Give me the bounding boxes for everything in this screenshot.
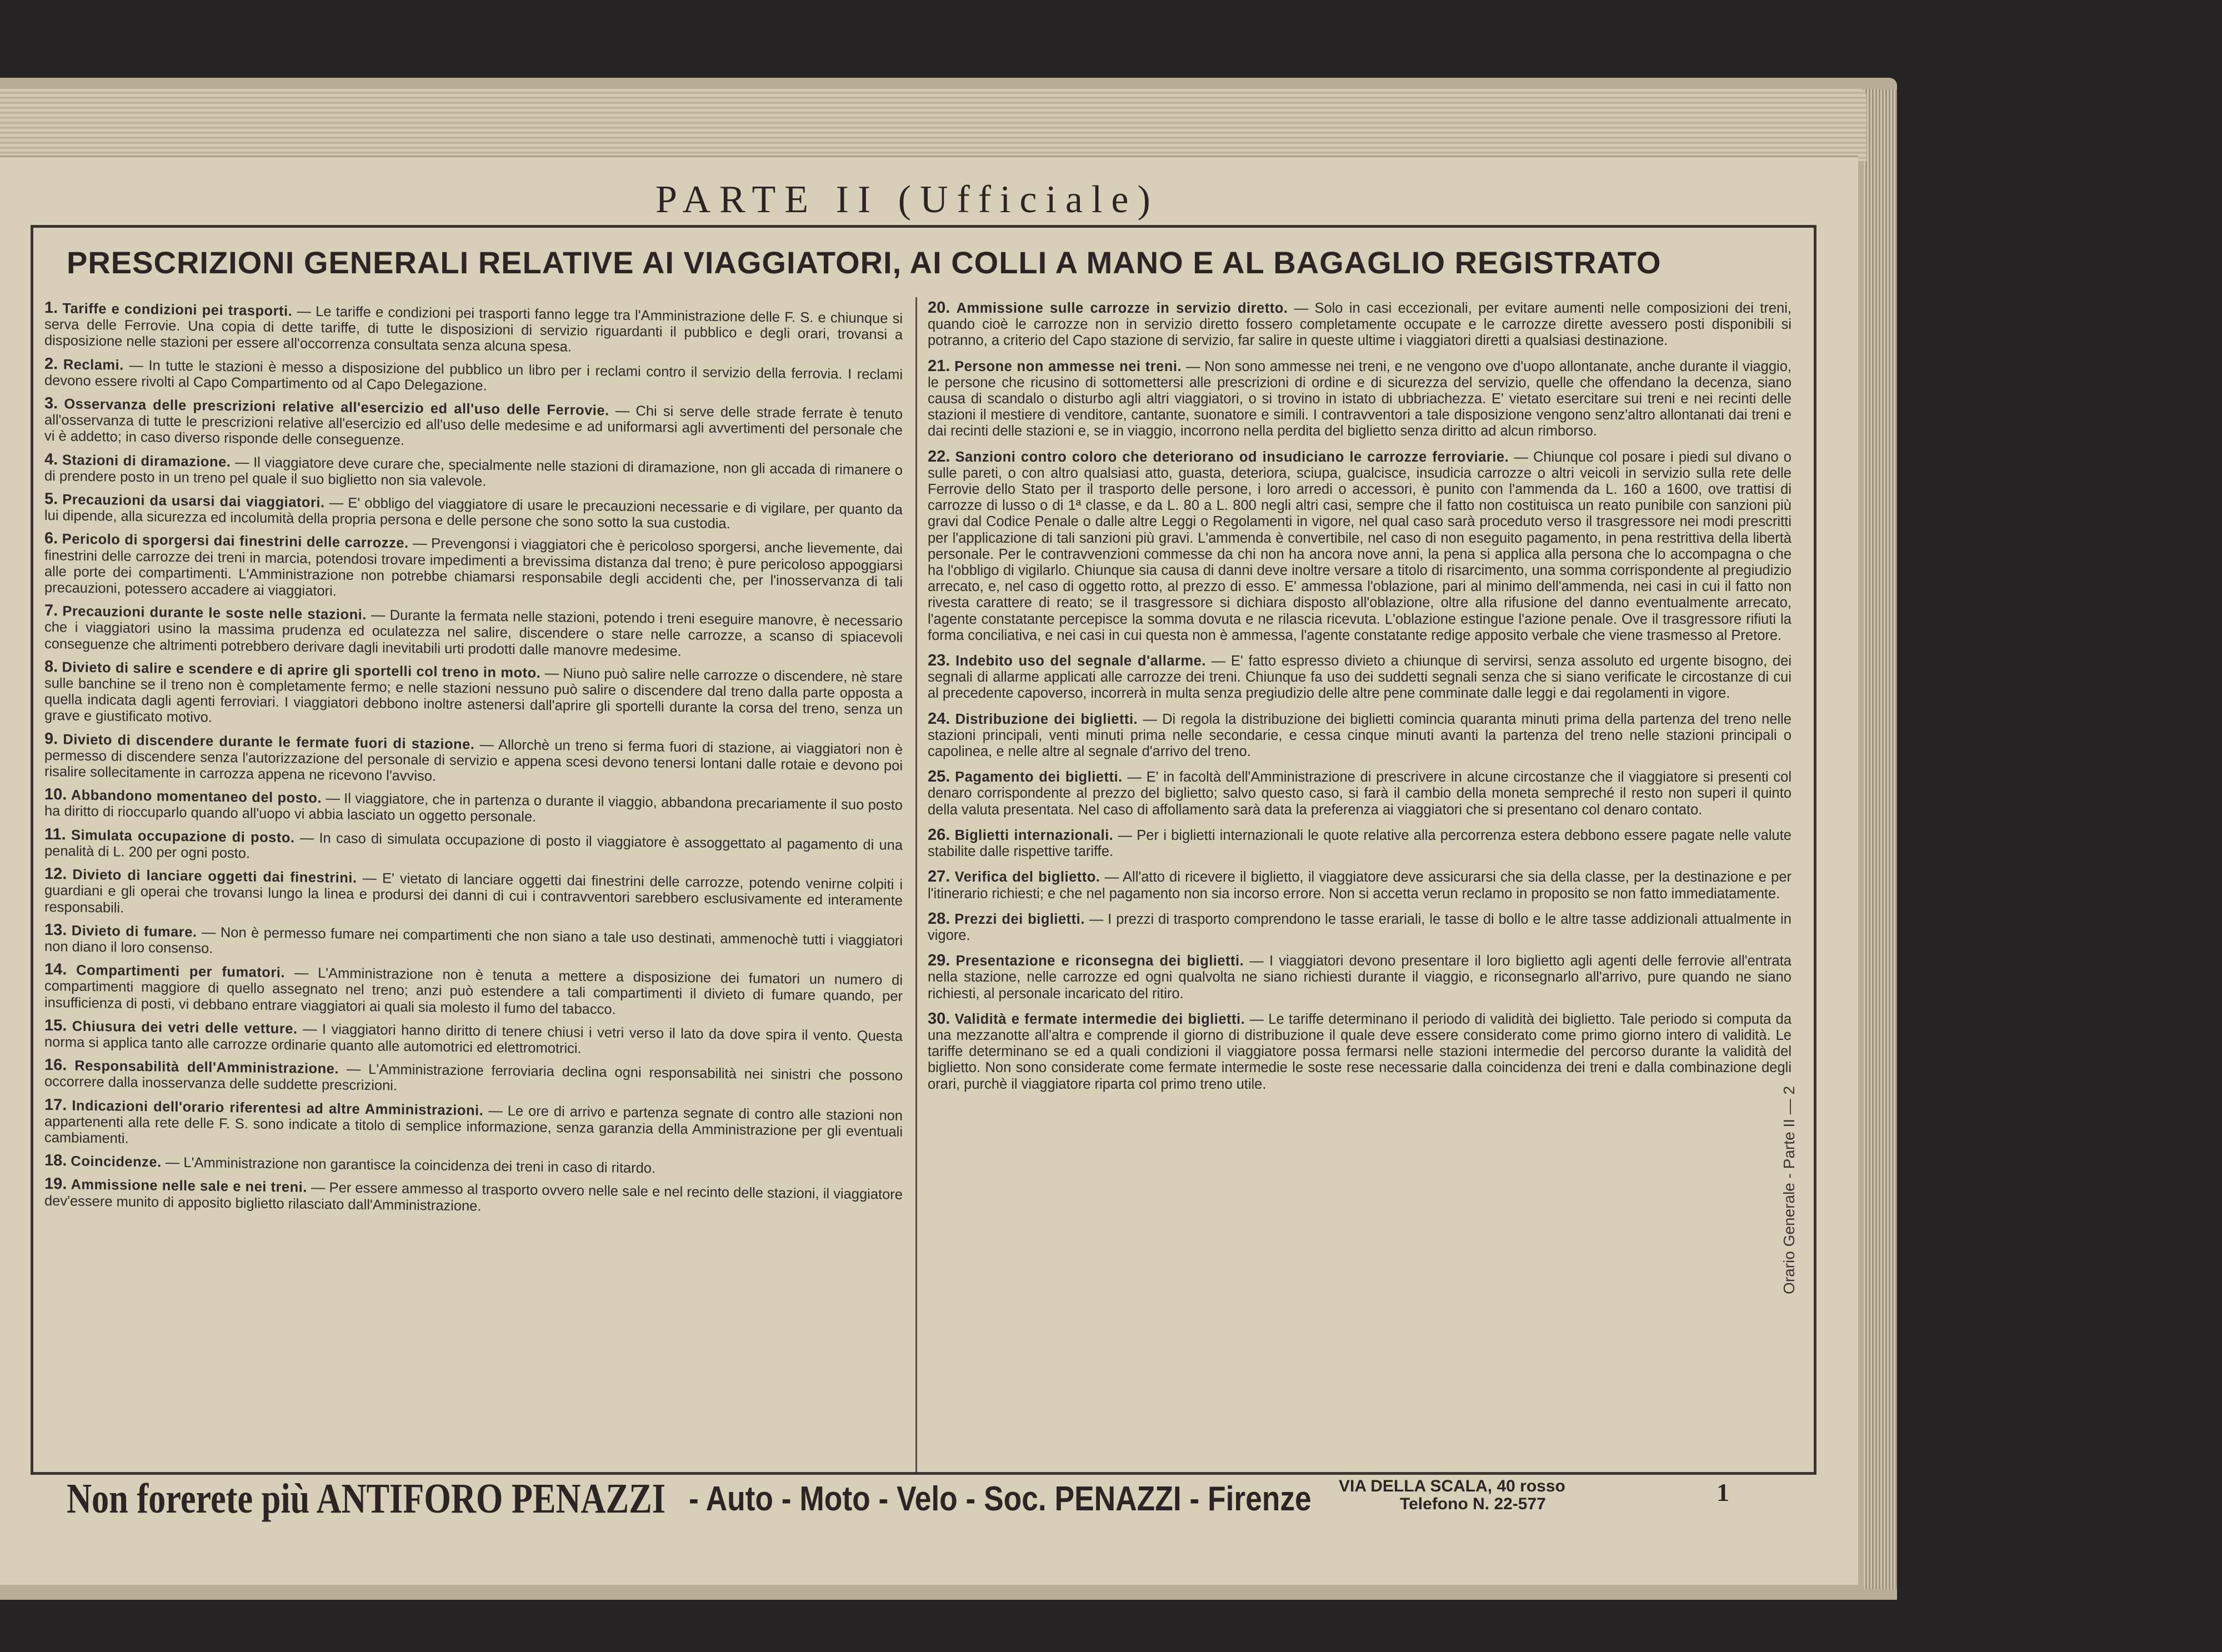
- column-divider: [915, 297, 917, 1472]
- article: [44, 1153, 903, 1180]
- article-heading: Distribuzione dei biglietti.: [955, 711, 1138, 727]
- article-number: 17.: [44, 1095, 67, 1114]
- article-number: 25.: [928, 768, 950, 786]
- article-heading: Precauzioni da usarsi dai viaggiatori.: [62, 492, 325, 511]
- article-text: — E' obbligo del viaggiatore di usare le precauzioni necessarie e di vigilare, per quanto da lui dipende, alla sicurezza ed incolumità della propria persona e delle persone che sono sotto la sua custodia.: [44, 495, 903, 532]
- article-number: 8.: [44, 657, 58, 676]
- article-text: — Le tariffe determinano il periodo di validità dei biglietto. Tale periodo si computa da una mezzanotte all'altra e comprende il giorno di distribuzione il quale deve essere considerato come primo giorno intero di validità. Le tariffe determinano se ed a quali condizioni il viaggiatore possa fermarsi nelle stazioni intermedie del percorso durante la validità del biglietto. Non sono considerate come fermate intermedie le soste rese necessarie dalla coincidenza dei treni e dalla combinazione degli orari, purchè il viaggiatore riparta col primo treno utile.: [928, 1011, 1792, 1092]
- article-heading: Chiusura dei vetri delle vetture.: [72, 1018, 298, 1037]
- article-number: 7.: [44, 602, 58, 620]
- right-column: [928, 300, 1791, 1102]
- article-number: 27.: [928, 868, 950, 886]
- article-number: 9.: [44, 729, 58, 748]
- article: [928, 449, 1791, 644]
- article-number: 5.: [44, 490, 58, 508]
- article-number: 21.: [928, 357, 950, 375]
- article-text: — L'Amministrazione non garantisce la coincidenza dei treni in caso di ritardo.: [165, 1154, 656, 1177]
- article-heading: Biglietti internazionali.: [954, 827, 1114, 843]
- article: [44, 396, 903, 455]
- ad-phone: Telefono N. 22-577: [1400, 1495, 1546, 1513]
- article-text: — Di regola la distribuzione dei biglietti comincia quaranta minuti prima della partenza del treno nelle stazioni principali, venti minuti prima nelle secondarie, e cessa cinque minuti avanti la partenza del treno nelle stazioni principali o capolinea, e nelle altre al segnale d'arrivo del treno.: [928, 711, 1791, 760]
- article: [44, 1057, 903, 1100]
- article-heading: Responsabilità dell'Amministrazione.: [74, 1058, 339, 1077]
- article: [928, 769, 1791, 818]
- article-heading: Osservanza delle prescrizioni relative all'esercizio ed all'uso delle Ferrovie.: [64, 396, 609, 419]
- article-heading: Ammissione nelle sale e nei treni.: [71, 1177, 307, 1196]
- article: [44, 530, 903, 607]
- article-text: — Chiunque col posare i piedi sul divano o sulle pareti, o con altro qualsiasi atto, guasta, deteriora, sciupa, gualcisce, insudicia carrozze o altri veicoli in servizio sulla rete delle Ferrovie dello Stato per il trasporto delle persone, i loro arredi o accessori, è punito con l'ammenda da L. 160 a 1600, ove trattisi di carrozze di lusso o di 1ª classe, e da L. 80 a L. 800 negli altri casi, sempre che il fatto non costituisca un reato punibile con sanzioni più gravi dal Codice Penale o dalle altre Leggi o Regolamenti in vigore, nel qual caso sarà proceduto verso il trasgressore nei modi prescritti per l'applicazione di tali sanzioni più gravi. L'ammenda è convertibile, nel caso di non eseguito pagamento, in pena restrittiva della libertà personale. Per le contravvenzioni commesse da chi non ha ancora nove anni, la pena si applica alla persona che lo accompagna o che ha l'obbligo di vigilarlo. Chiunque sia causa di danni deve inoltre versare a titolo di risarcimento, una somma corrispondente al pregiudizio arrecato, e, nel caso di oggetto rotto, al prezzo di esso. E' ammessa l'oblazione, pari al minimo dell'ammenda, nei casi in cui il fatto non rivesta carattere di reato; se il trasgressore si dichiara disposto all'oblazione, oltre alla rifusione del danno eventualmente arrecato, l'agente constatante percepisce la somma dovuta e ne rilascia ricevuta. L'oblazione estingue l'azione penale. Ove il trasgressore rifiuti la forma conciliativa, e nei casi in cui questa non è ammessa, l'agente constatante redige apposito verbale che viene trasmesso al Pretore.: [928, 449, 1791, 643]
- article-heading: Divieto di lanciare oggetti dai finestrini.: [72, 867, 357, 886]
- article-text: — Prevengonsi i viaggiatori che è pericoloso sporgersi, anche lievemente, dai finestrini delle carrozze dei treni in marcia, potendosi trovare impedimenti a brevissima distanza dal treno; è pure pericoloso appoggiarsi alle porte dei compartimenti. L'Amministrazione non potrebbe chiamarsi responsabile degli accidenti che, per l'inosservanza di tali precauzioni, potessero accadere ai viaggiatori.: [44, 535, 903, 599]
- article-text: — Niuno può salire nelle carrozze o discendere, nè stare sulle banchine se il treno non è completamente fermo; e nelle stazioni nessuno può salire o discendere dal treno dalla parte opposta a quella indicata dagli agenti ferroviari. I viaggiatori debbono inoltre astenersi dall'aprire gli sportelli durante la corsa del treno, senza un grave e giustificato motivo.: [44, 665, 903, 726]
- article-number: 1.: [44, 299, 58, 317]
- article: [44, 866, 903, 925]
- article-number: 28.: [928, 909, 950, 928]
- page-title: PRESCRIZIONI GENERALI RELATIVE AI VIAGGIATORI, AI COLLI A MANO E AL BAGAGLIO REGISTRATO: [67, 245, 1662, 280]
- article: [44, 452, 903, 495]
- article-heading: Tariffe e condizioni pei trasporti.: [62, 301, 293, 319]
- article: [44, 787, 903, 830]
- article-text: — L'Amministrazione non è tenuta a mettere a disposizione dei fumatori un numero di compartimenti maggiore di quello assegnato nel treno; anzi può estendere a tali compartimenti il divieto di fumare quando, per insufficienza di posti, vi debbano entrare viaggiatori ai quali sia molesto il fumo del tabacco.: [44, 965, 903, 1018]
- ad-brand: Non forerete più ANTIFORO PENAZZI: [67, 1475, 665, 1522]
- article-text: — Chi si serve delle strade ferrate è tenuto all'osservanza di tutte le prescrizioni relative all'esercizio ed all'uso delle medesime e ad uniformarsi agli avvertimenti del personale che vi è addetto; in caso diverso risponde delle conseguenze.: [44, 403, 903, 449]
- article-heading: Coincidenze.: [71, 1153, 162, 1170]
- article-number: 12.: [44, 865, 67, 883]
- article: [928, 653, 1791, 702]
- stacked-sheets: [0, 89, 1866, 161]
- article: [44, 962, 903, 1021]
- article-number: 6.: [44, 529, 58, 548]
- article-heading: Ammissione sulle carrozze in servizio diretto.: [956, 301, 1288, 316]
- article-heading: Divieto di fumare.: [71, 923, 197, 940]
- article-heading: Pericolo di sporgersi dai finestrini delle carrozze.: [62, 531, 409, 552]
- article-text: — All'atto di ricevere il biglietto, il viaggiatore deve assicurarsi che sia della classe, per la destinazione e per l'itinerario richiesti; e che nel pagamento non sia incorso errore. Non si accetta verun reclamo in proposito se non fatto immediatamente.: [928, 869, 1791, 902]
- article-heading: Indebito uso del segnale d'allarme.: [955, 653, 1206, 669]
- article: [928, 953, 1791, 1002]
- article-number: 23.: [928, 652, 950, 670]
- article: [44, 356, 903, 399]
- article-text: — Il viaggiatore, che in partenza o durante il viaggio, abbandona precariamente il suo posto ha diritto di rioccuparlo quando all'uopo vi abbia lasciato un oggetto personale.: [44, 790, 903, 825]
- article-heading: Presentazione e riconsegna dei biglietti.: [955, 953, 1244, 969]
- article: [928, 711, 1791, 760]
- article-number: 30.: [928, 1009, 950, 1028]
- article-number: 10.: [44, 785, 67, 804]
- article: [44, 1097, 903, 1157]
- article-number: 20.: [928, 299, 950, 317]
- article-text: — Allorchè un treno si ferma fuori di stazione, ai viaggiatori non è permesso di discendere senza l'autorizzazione del personale di servizio e appena scesi devono tenersi lontani dalle rotaie e devono poi risalire sollecitamente in carrozza appena ne ricevono l'avviso.: [44, 737, 903, 784]
- article-heading: Stazioni di diramazione.: [62, 452, 231, 470]
- article-heading: Precauzioni durante le soste nelle stazioni.: [62, 603, 367, 623]
- article-text: — Solo in casi eccezionali, per evitare aumenti nelle composizioni dei treni, quando cioè le carrozze non in servizio diretto fossero completamente occupate e le carrozze dirette avessero posti disponibili si potranno, a criterio del Capo stazione di servizio, far salire in queste ultime i viaggiatori diretti a qualsiasi destinazione.: [928, 301, 1791, 349]
- article-number: 2.: [44, 354, 58, 373]
- article-heading: Compartimenti per fumatori.: [76, 962, 285, 981]
- article-number: 4.: [44, 450, 58, 468]
- article-heading: Reclami.: [63, 357, 124, 373]
- section-heading: PARTE II (Ufficiale): [655, 178, 1159, 221]
- article: [928, 827, 1791, 860]
- article-text: — E' in facoltà dell'Amministrazione di prescrivere in alcune circostanze che il viaggiatore si presenti col denaro corrispondente al prezzo del biglietto; salvo questo caso, si farà il cambio della moneta sempreché il resto non superi il quinto della valuta presentata. Nel caso di affollamento sarà data la preferenza ai viaggiatori che si presentano col denaro contato.: [928, 769, 1791, 818]
- side-label: Orario Generale - Parte II — 2: [1780, 1085, 1798, 1294]
- article-text: — Le tariffe e condizioni pei trasporti fanno legge tra l'Amministrazione delle F. S. e chiunque si serva delle Ferrovie. Una copia di dette tariffe, di tutte le disposizioni di servizio riguardanti il pubblico e degli orari, trovansi a disposizione nelle stazioni per essere all'occorrenza consultata senza alcuna spesa.: [44, 303, 903, 356]
- article-text: — I viaggiatori hanno diritto di tenere chiusi i vetri verso il lato da dove spira il vento. Questa norma si applica tanto alle carrozze ordinarie quanto alle automotrici ed elettromotrici.: [44, 1021, 903, 1057]
- article: [928, 300, 1791, 349]
- article: [928, 358, 1791, 440]
- article-text: — Le ore di arrivo e partenza segnate di contro alle stazioni non appartenenti alla rete delle F. S. sono indicate a titolo di semplice informazione, senza garanzia della Amministrazione per gli eventuali cambiamenti.: [44, 1103, 903, 1147]
- article-text: — Il viaggiatore deve curare che, specialmente nelle stazioni di diramazione, non gli accada di rimanere o di prendere posto in un treno pel quale il suo biglietto non sia valevole.: [44, 454, 903, 489]
- ad-address-block: [1339, 1478, 1565, 1513]
- article: [44, 659, 903, 735]
- article-heading: Persone non ammesse nei treni.: [954, 358, 1182, 374]
- article-text: — E' fatto espresso divieto a chiunque di servirsi, senza assoluto ed urgente bisogno, dei segnali di allarme applicati alle carrozze dei treni. Chiunque fa uso dei suddetti segnali senza che si siano verificate le circostanze di cui al precedente capoverso, incorrerà in multa senza pregiudizio delle altre pene comminate dalle leggi e dai regolamenti in vigore.: [928, 653, 1791, 702]
- page-edges: [1864, 89, 1897, 1589]
- article: [928, 869, 1791, 902]
- article: [44, 827, 903, 870]
- article-text: — E' vietato di lanciare oggetti dai finestrini delle carrozze, potendo venirne colpiti i guardiani e gli operai che trovansi lungo la linea e prodursi dei danni di cui i contravventori sarebbero esclusivamente ed interamente responsabili.: [44, 870, 903, 916]
- article: [928, 1011, 1791, 1093]
- ad-address: VIA DELLA SCALA, 40 rosso: [1339, 1477, 1565, 1495]
- article-text: — I prezzi di trasporto comprendono le tasse erariali, le tasse di bollo e le altre tasse addizionali attualmente in vigore.: [928, 911, 1791, 943]
- article-text: — Non è permesso fumare nei compartimenti che non siano a tale uso destinati, ammenochè tutti i viaggiatori non diano il loro consenso.: [44, 924, 903, 957]
- article-heading: Indicazioni dell'orario riferentesi ad altre Amministrazioni.: [72, 1098, 484, 1119]
- article-number: 16.: [44, 1056, 67, 1074]
- article: [928, 911, 1791, 944]
- article-text: — L'Amministrazione ferroviaria declina ogni responsabilità nei sinistri che possono occorrere dalla inosservanza delle suddette prescrizioni.: [44, 1061, 903, 1094]
- article-heading: Abbandono momentaneo del posto.: [71, 787, 322, 807]
- article-text: — Durante la fermata nelle stazioni, potendo i treni eseguire manovre, è necessario che i viaggiatori usino la massima prudenza ed oculatezza nel salire, discendere o stare nelle carrozze, a scanso di spiacevoli conseguenze che altrimenti potrebbero derivare dagli inevitabili urti prodotti dalle manovre medesime.: [44, 607, 903, 659]
- left-column: [44, 300, 903, 1227]
- ad-company: - Auto - Moto - Velo - Soc. PENAZZI - Firenze: [689, 1480, 1312, 1518]
- article-text: — I viaggiatori devono presentare il loro biglietto agli agenti delle ferrovie all'entrata nella stazione, nelle carrozze ed ogni qualvolta ne siano richiesti durante il viaggio, e riconsegnarlo all'arrivo, pure quando ne siano richiesti, al personale incaricato del ritiro.: [928, 953, 1791, 1002]
- article-text: — In caso di simulata occupazione di posto il viaggiatore è assoggettato al pagamento di una penalità di L. 200 per ogni posto.: [44, 830, 903, 862]
- article-number: 14.: [44, 960, 67, 979]
- article-heading: Divieto di salire e scendere e di aprire gli sportelli col treno in moto.: [62, 659, 541, 681]
- article-number: 18.: [44, 1152, 67, 1170]
- article: [44, 491, 903, 534]
- article: [44, 300, 903, 359]
- article-text: — Per i biglietti internazionali le quote relative alla percorrenza estera debbono essere pagate nelle valute stabilite dalle rispettive tariffe.: [928, 827, 1791, 860]
- article-heading: Sanzioni contro coloro che deteriorano od insudiciano le carrozze ferroviarie.: [955, 449, 1509, 465]
- article-number: 22.: [928, 447, 950, 465]
- article-heading: Divieto di discendere durante le fermate fuori di stazione.: [63, 732, 475, 753]
- article-number: 3.: [44, 394, 58, 413]
- article-number: 24.: [928, 709, 950, 728]
- article-number: 15.: [44, 1016, 67, 1035]
- article-heading: Pagamento dei biglietti.: [955, 769, 1123, 785]
- article-heading: Validità e fermate intermedie dei biglietti.: [954, 1011, 1245, 1027]
- article-number: 26.: [928, 825, 950, 844]
- article-text: — Per essere ammesso al trasporto ovvero nelle sale e nel recinto delle stazioni, il viaggiatore dev'essere munito di apposito biglietto rilasciato dall'Amministrazione.: [44, 1180, 903, 1214]
- article-text: — Non sono ammesse nei treni, e ne vengono ove d'uopo allontanate, anche durante il viaggio, le persone che ricusino di sottomettersi alle prescrizioni di ordine e di sicurezza del servizio, quelle che offendano la decenza, siano causa di scandalo o disturbo agli altri viaggiatori, o si trovino in istato di ubbriachezza. E' vietato esercitare sui treni e nei recinti delle stazioni il mestiere di venditore, cantante, suonatore e simili. I contravventori a tale disposizione vengono senz'altro allontanati dai treni e dai recinti delle stazioni e, se in viaggio, incorrono nella perdita del biglietto senza diritto ad alcun rimborso.: [928, 358, 1791, 439]
- article-text: — In tutte le stazioni è messo a disposizione del pubblico un libro per i reclami contro il servizio della ferrovia. I reclami devono essere rivolti al Capo Compartimento od al Capo Delegazione.: [44, 357, 903, 394]
- article-number: 29.: [928, 952, 950, 970]
- article-heading: Prezzi dei biglietti.: [954, 911, 1085, 927]
- article: [44, 922, 903, 965]
- article: [44, 603, 903, 662]
- page-number: 1: [1716, 1478, 1729, 1506]
- article-number: 11.: [44, 825, 66, 844]
- article-number: 13.: [44, 920, 67, 939]
- article-heading: Simulata occupazione di posto.: [71, 827, 295, 846]
- article-number: 19.: [44, 1175, 67, 1193]
- article-heading: Verifica del biglietto.: [954, 869, 1100, 885]
- article: [44, 731, 903, 790]
- article: [44, 1176, 903, 1219]
- article: [44, 1018, 903, 1061]
